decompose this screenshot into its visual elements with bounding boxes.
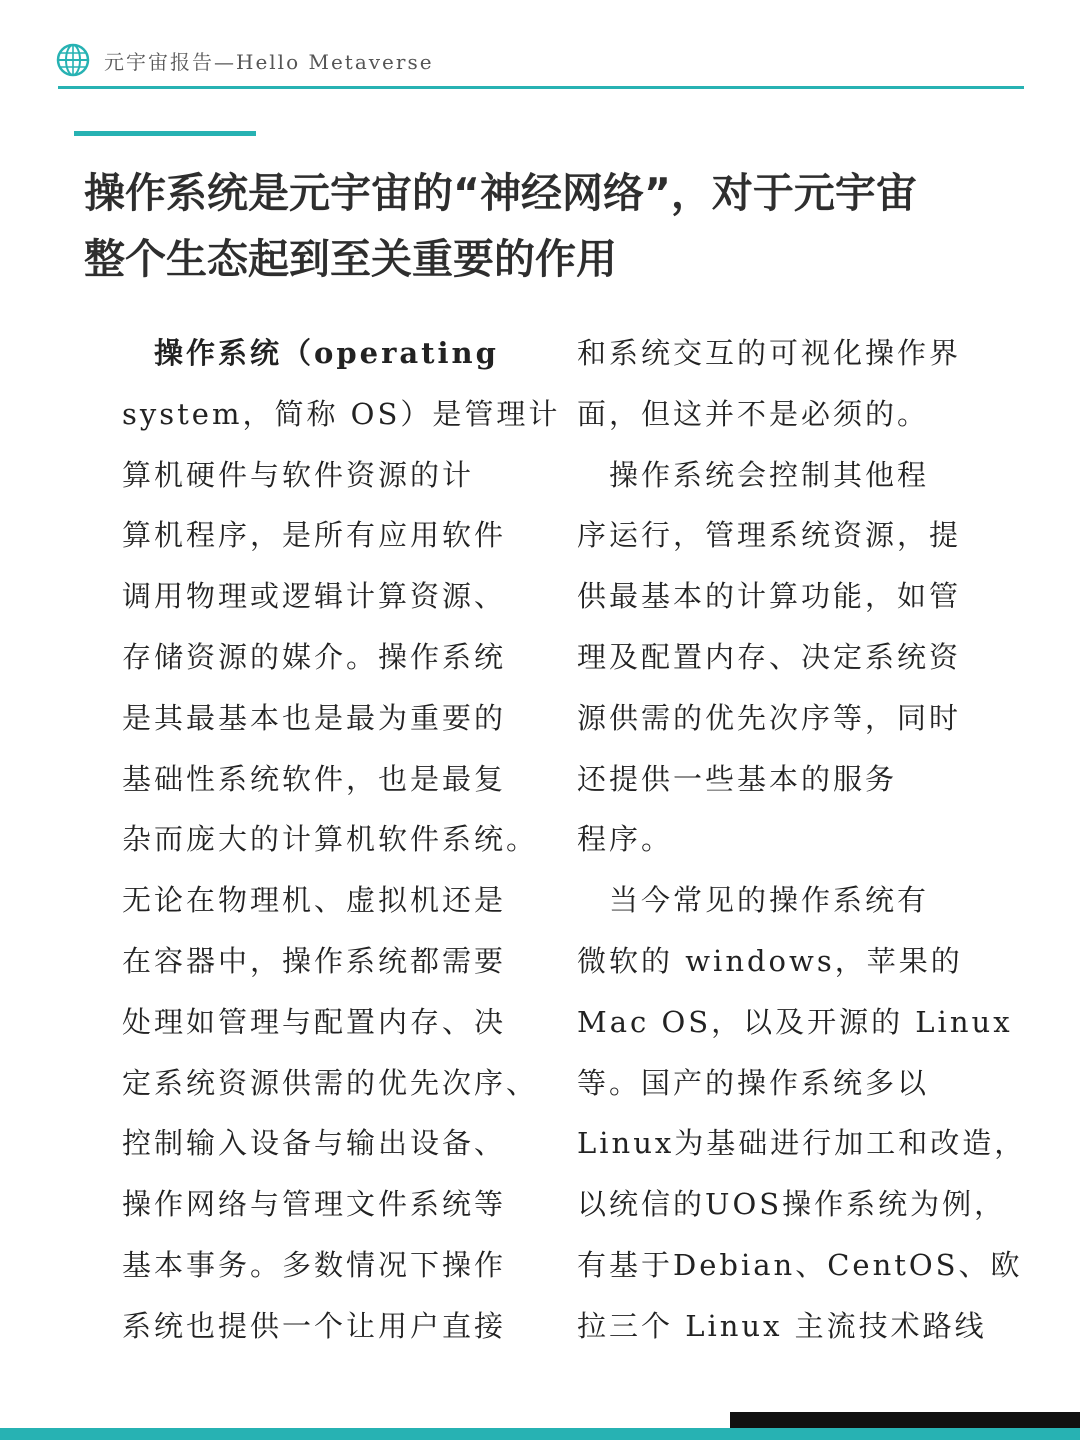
text-line: 操作系统会控制其他程: [577, 457, 930, 492]
text-line: Mac OS，以及开源的 Linux: [577, 1004, 1013, 1039]
text-line: 程序。: [577, 822, 674, 857]
text-line: 微软的 windows，苹果的: [577, 943, 963, 978]
text-line: 算机硬件与软件资源的计: [122, 457, 475, 492]
text-line: 理及配置内存、决定系统资: [577, 639, 962, 674]
text-line: 拉三个 Linux 主流技术路线: [577, 1308, 987, 1343]
text-line: 源供需的优先次序等，同时: [577, 700, 962, 735]
footer-dark-bar: [730, 1412, 1080, 1428]
text-line: 杂而庞大的计算机软件系统。: [122, 822, 539, 857]
text-line: 处理如管理与配置内存、决: [122, 1004, 507, 1039]
text-line: 在容器中，操作系统都需要: [122, 943, 507, 978]
text-line: 系统也提供一个让用户直接: [122, 1308, 507, 1343]
text-line: 等。国产的操作系统多以: [577, 1065, 930, 1100]
text-line: 是其最基本也是最为重要的: [122, 700, 507, 735]
text-line: 基础性系统软件，也是最复: [122, 761, 507, 796]
text-line: Linux为基础进行加工和改造，: [577, 1126, 1027, 1161]
page-header: [56, 40, 434, 80]
header-divider: [58, 86, 1024, 89]
right-text-column: [577, 323, 1027, 1357]
left-text-column: [122, 323, 561, 1357]
text-line: 操作网络与管理文件系统等: [122, 1187, 507, 1222]
text-line: 面，但这并不是必须的。: [577, 396, 930, 431]
title-line-1: 操作系统是元宇宙的“神经网络”，对于元宇宙: [84, 169, 917, 217]
text-line: 调用物理或逻辑计算资源、: [122, 579, 507, 614]
text-line: 基本事务。多数情况下操作: [122, 1247, 507, 1282]
header-title: 元宇宙报告—Hello Metaverse: [104, 49, 434, 74]
text-line: 当今常见的操作系统有: [577, 883, 930, 918]
title-line-2: 整个生态起到至关重要的作用: [84, 235, 617, 283]
text-line: 无论在物理机、虚拟机还是: [122, 883, 507, 918]
text-line: 供最基本的计算功能，如管: [577, 579, 962, 614]
text-line: system，简称 OS）是管理计: [122, 396, 561, 431]
globe-icon: [56, 43, 90, 77]
text-line: 操作系统（operating: [122, 336, 499, 370]
title-accent-bar: [74, 131, 256, 136]
footer-accent-bar: [0, 1428, 1080, 1440]
text-line: 序运行，管理系统资源，提: [577, 518, 962, 553]
text-line: 控制输入设备与输出设备、: [122, 1126, 507, 1161]
text-line: 以统信的UOS操作系统为例，: [577, 1187, 1007, 1222]
text-line: 定系统资源供需的优先次序、: [122, 1065, 539, 1100]
text-line: 还提供一些基本的服务: [577, 761, 898, 796]
text-line: 存储资源的媒介。操作系统: [122, 639, 507, 674]
text-line: 和系统交互的可视化操作界: [577, 336, 962, 370]
text-line: 有基于Debian、CentOS、欧: [577, 1247, 1023, 1282]
page-title: [84, 160, 1024, 292]
text-line: 算机程序，是所有应用软件: [122, 518, 507, 553]
